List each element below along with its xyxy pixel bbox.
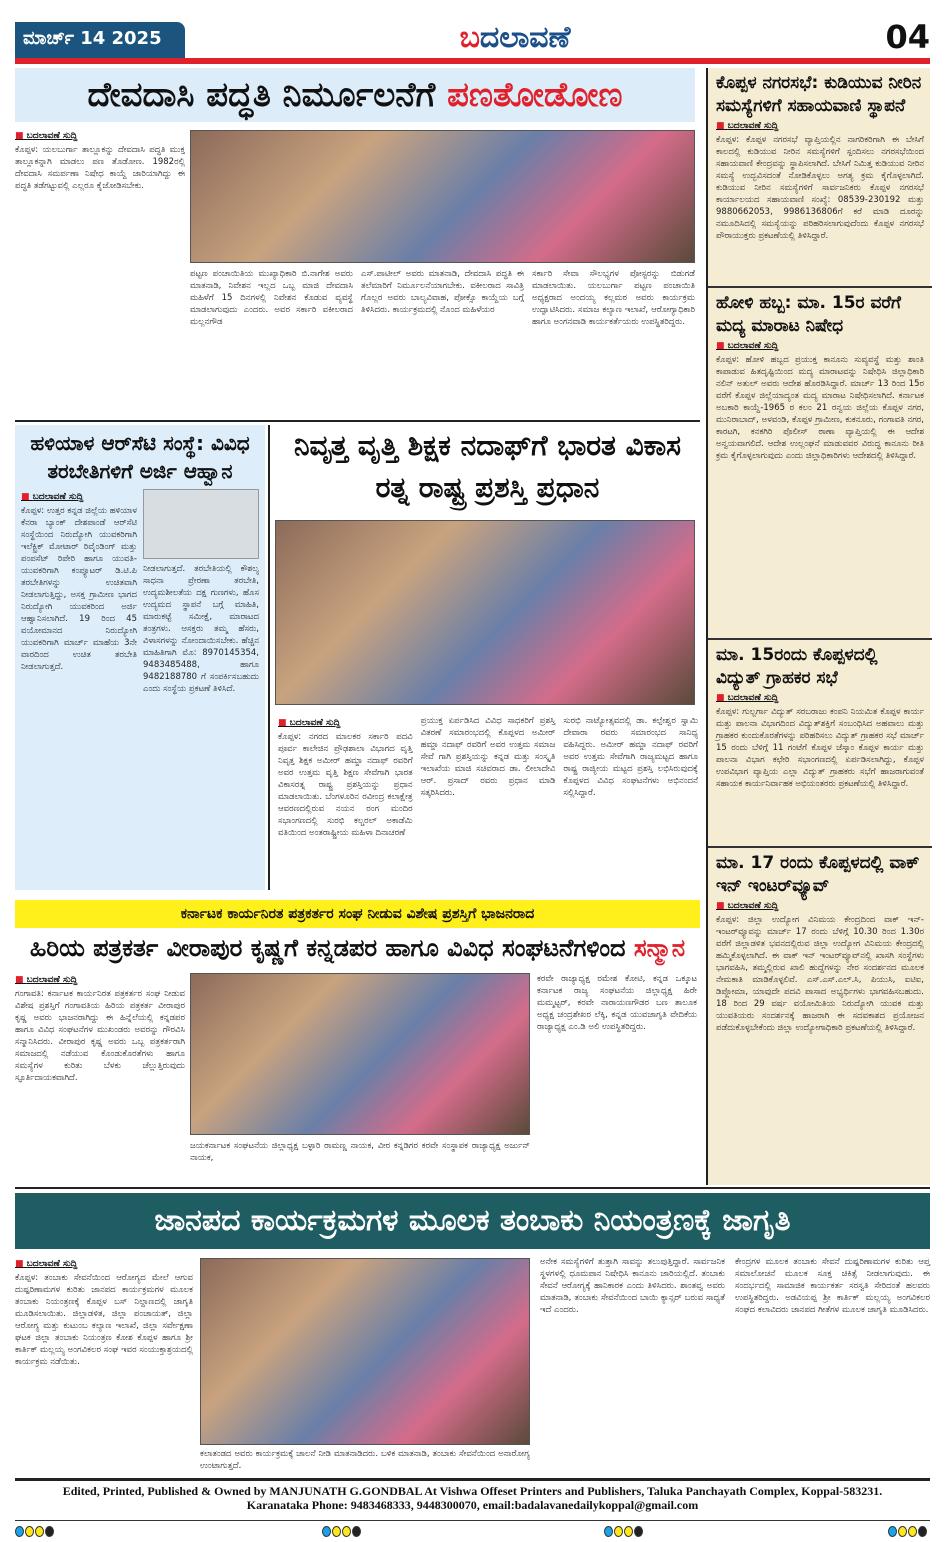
byline: ■ ಬದಲಾವಣೆ ಸುದ್ದಿ: [21, 492, 137, 502]
imprint: [0, 1484, 945, 1512]
kicker-banner: ಕರ್ನಾಟಕ ಕಾರ್ಯನಿರತ ಪತ್ರಕರ್ತರ ಸಂಘ ನೀಡುವ ವಿಶೇಷ ಪ್ರಶಸ್ತಿಗೆ ಭಾಜನರಾದ: [15, 900, 700, 928]
article-title: ಮಾ. 15ರಂದು ಕೊಪ್ಪಳದಲ್ಲಿ ವಿದ್ಯುತ್ ಗ್ರಾಹಕರ ಸಭೆ: [716, 645, 878, 688]
page-number: 04: [885, 18, 930, 56]
article-text: ಕೊಪ್ಪಳ: ಯಲಬುರ್ಗಾ ತಾಲ್ಲೂಕನ್ನು ದೇವದಾಸಿ ಪದ್ಧತಿ ಮುಕ್ತ ತಾಲ್ಲೂಕನ್ನಾಗಿ ಮಾಡಲು ಪಣ ತೊಡೋಣ. 1982ರಲ್ಲಿ ದೇವದಾಸಿ ಸಮರ್ಪಣಾ ನಿಷೇಧ ಕಾಯ್ದೆ ಜಾರಿಯಾಗಿದ್ದು ಈ ಪದ್ಧತಿ ತಡೆಗಟ್ಟುವಲ್ಲಿ ಎಲ್ಲರೂ ಕೈಜೋಡಿಸಬೇಕು.: [15, 145, 185, 191]
byline: ■ ಬದಲಾವಣೆ ಸುದ್ದಿ: [716, 693, 924, 703]
article-holi: [708, 288, 932, 640]
document-icon: [143, 489, 259, 559]
masthead-logo: [380, 20, 650, 55]
byline: ■ ಬದಲಾವಣೆ ಸುದ್ದಿ: [716, 121, 924, 131]
article-title: ಹೋಳಿ ಹಬ್ಬ: ಮಾ. 15ರ ವರೆಗೆ ಮದ್ಯ ಮಾರಾಟ ನಿಷೇಧ: [716, 293, 901, 336]
imprint-line: Karanataka Phone: 9483468333, 9448300070, email:badalavanedailykoppal@gmail.com: [246, 1498, 699, 1512]
article-walkin: [708, 848, 932, 1185]
byline: ■ ಬದಲಾವಣೆ ಸುದ್ದಿ: [15, 1259, 193, 1269]
byline: ■ ಬದಲಾವಣೆ ಸುದ್ದಿ: [15, 131, 185, 141]
registration-marks: [888, 1526, 927, 1537]
article-text: ನೀಡಲಾಗುತ್ತದೆ. ತರಬೇತಿಯಲ್ಲಿ ಕೌಶಲ್ಯ ಸಾಧನಾ ಪ್ರೇರಣಾ ತರಬೇತಿ, ಉದ್ಯಮಶೀಲತೆಯ ದಕ್ಷ ಗುಣಗಳು, ಹೊಸ ಉದ್ಯಮದ ಸ್ಥಾಪನೆ ಬಗ್ಗೆ ಮಾಹಿತಿ, ಮಾರುಕಟ್ಟೆ ಸಮೀಕ್ಷೆ, ಮಾರಾಟದ ತಂತ್ರಗಳು. ಆಸಕ್ತರು ತಮ್ಮ ಹೆಸರು, ವಿಳಾಸಗಳನ್ನು ನೋಂದಾಯಿಸಬೇಕು. ಹೆಚ್ಚಿನ ಮಾಹಿತಿಗಾಗಿ ಮೊ: 8970145354, 9483485488, ಹಾಗೂ 9482188780 ಗೆ ಸಂಪರ್ಕಿಸಬಹುದು ಎಂದು ಸಂಸ್ಥೆಯ ಪ್ರಕಟಣೆ ತಿಳಿಸಿದೆ.: [143, 564, 259, 694]
felicitation-photo: [190, 973, 530, 1135]
article-text: ಸರ್ಕಾರಿ ಸೇವಾ ಸೌಲಭ್ಯಗಳ ಪೋಸ್ಟರನ್ನು ಬಿಡುಗಡೆ ಮಾಡಲಾಯಿತು. ಯಲಬುರ್ಗಾ ಪಟ್ಟಣ ಪಂಚಾಯಿತಿ ಅಧ್ಯಕ್ಷರಾದ ಅಂದಯ್ಯ ಕಲ್ಲಮಠ ಅವರು ಕಾರ್ಯಕ್ರಮ ಉದ್ಘಾಟಿಸಿದರು. ಸಮಾಜ ಕಲ್ಯಾಣ ಇಲಾಖೆ, ಆರೋಗ್ಯಾಧಿಕಾರಿ ಹಾಗೂ ಅಂಗನವಾಡಿ ಕಾರ್ಯಕರ್ತೆಯರು ಉಪಸ್ಥಿತರಿದ್ದರು.: [532, 269, 695, 327]
article-helpline: [708, 68, 932, 288]
lead-headline: [15, 68, 695, 122]
divider: [15, 1187, 930, 1189]
article-text: ಪಟ್ಟಣ ಪಂಚಾಯಿತಿಯ ಮುಖ್ಯಾಧಿಕಾರಿ ಬಿ.ನಾಗೇಶ ಅವರು ಮಾತನಾಡಿ, ನಿವೇಶನ ಇಲ್ಲದ ಒಬ್ಬ ಮಾಜಿ ದೇವದಾಸಿ ಮಹಿಳೆಗೆ 15 ದಿನಗಳಲ್ಲಿ ನಿವೇಶನ ಕೊಡುವ ವ್ಯವಸ್ಥೆ ಮಾಡಲಾಗುವುದು ಎಂದರು. ಅವರ ಸರ್ಕಾರಿ ವಕೀಲರಾದ ಮಲ್ಲನಗೌಡ: [190, 269, 353, 327]
headline-highlight: ಸನ್ಮಾನ: [633, 934, 686, 962]
logo-part: ಬ: [459, 20, 480, 55]
article-title: ಹಳಿಯಾಳ ಆರ್‌ಸೆಟಿ ಸಂಸ್ಥೆ: ವಿವಿಧ ತರಬೇತಿಗಳಿಗೆ ಅರ್ಜಿ ಆಹ್ವಾನ: [30, 431, 250, 483]
article-text: ಕಲಾತಂಡದ ಅವರು ಕಾರ್ಯಕ್ರಮಕ್ಕೆ ಚಾಲನೆ ನೀಡಿ ಮಾತನಾಡಿದರು. ಬಳಿಕ ಮಾತನಾಡಿ, ತಂಬಾಕು ಸೇವನೆಯಿಂದ ಅನಾರೋಗ್ಯ ಉಂಟಾಗುತ್ತದೆ.: [200, 1449, 530, 1471]
registration-marks: [604, 1526, 643, 1537]
register-rule: [15, 1520, 930, 1521]
krishna-headline: [15, 930, 700, 966]
byline: ■ ಬದಲಾವಣೆ ಸುದ್ದಿ: [716, 901, 924, 911]
tobacco-headline: ಜಾನಪದ ಕಾರ್ಯಕ್ರಮಗಳ ಮೂಲಕ ತಂಬಾಕು ನಿಯಂತ್ರಣಕ್ಕೆ ಜಾಗೃತಿ: [15, 1193, 930, 1249]
article-electricity: [708, 640, 932, 848]
folk-program-photo: [200, 1258, 530, 1445]
article-title: ಮಾ. 17 ರಂದು ಕೊಪ್ಪಳದಲ್ಲಿ ವಾಕ್ ಇನ್ ಇಂಟರ್‌ವ್ಯೂವ್: [716, 853, 920, 896]
article-text: ಎಸ್.ಪಾಟೀಲ್ ಅವರು ಮಾತನಾಡಿ, ದೇವದಾಸಿ ಪದ್ಧತಿ ಈ ತಲೆಮಾರಿಗೆ ನಿರ್ಮೂಲನೆಯಾಗಬೇಕು. ವಕೀಲರಾದ ಸಾವಿತ್ರಿ ಗೊಲ್ಲರ ಅವರು ಬಾಲ್ಯವಿವಾಹ, ಪೋಕ್ಸೊ ಕಾಯ್ದೆಯ ಬಗ್ಗೆ ತಿಳಿಸಿದರು. ಕಾರ್ಯಕ್ರಮದಲ್ಲಿ ನೊಂದ ಮಹಿಳೆಯರ: [361, 269, 524, 315]
article-haliyal: [15, 425, 265, 890]
lead-title: ದೇವದಾಸಿ ಪದ್ಧತಿ ನಿರ್ಮೂಲನೆಗೆ: [87, 75, 448, 115]
article-text: ಕೊಪ್ಪಳ: ಗುಲ್ಬರ್ಗಾ ವಿದ್ಯುತ್ ಸರಬರಾಜು ಕಂಪನಿ ನಿಯಮಿತ ಕೊಪ್ಪಳ ಕಾರ್ಯ ಮತ್ತು ಪಾಲನಾ ವಿಭಾಗದಿಂದ ವಿದ್ಯುತ್‌ಶಕ್ತಿಗೆ ಸಂಬಂಧಿಸಿದ ಅಹವಾಲು ಮತ್ತು ಗ್ರಾಹಕರ ಕುಂದುಕೊರತೆಗಳನ್ನು ಪರಿಹರಿಸಲು ವಿದ್ಯುತ್ ಗ್ರಾಹಕರ ಸಭೆ ಮಾರ್ಚ್ 15 ರಂದು ಬೆಳಿಗ್ಗೆ 11 ಗಂಟೆಗೆ ಕೊಪ್ಪಳ ಜೆಸ್ಕಾಂ ಕೊಪ್ಪಳ ಕಾರ್ಯ ಮತ್ತು ಪಾಲನಾ ವಿಭಾಗ ಕಛೇರಿ ಸಭಾಂಗಣದಲ್ಲಿ ಏರ್ಪಡಿಸಲಾಗಿದ್ದು, ಕೊಪ್ಪಳ ಉಪವಿಭಾಗ ವ್ಯಾಪ್ತಿಯ ಎಲ್ಲಾ ವಿದ್ಯುತ್ ಗ್ರಾಹಕರು ಸಭೆಗೆ ಹಾಜರಾಗುವಂತೆ ಸಹಾಯಕ ಕಾರ್ಯನಿರ್ವಾಹಕ ಅಭಿಯಂತರರು ಪ್ರಕಟಣೆಯಲ್ಲಿ ತಿಳಿಸಿದ್ದಾರೆ.: [716, 707, 924, 789]
article-text: ಕೊಪ್ಪಳ: ಉತ್ತರ ಕನ್ನಡ ಜಿಲ್ಲೆಯ ಹಳಿಯಾಳ ಕೆನರಾ ಬ್ಯಾಂಕ್ ದೇಶಪಾಂಡೆ ಆರ್‌ಸೆಟಿ ಸಂಸ್ಥೆಯಿಂದ ನಿರುದ್ಯೋಗಿ ಯುವಕರಿಗಾಗಿ ಇಲೆಕ್ಟ್ರಿಕ್ ಮೋಟಾರ್ ರಿವೈಂಡಿಂಗ್ ಮತ್ತು ಪಂಪಸೆಟ್ ರಿಪೇರಿ ಹಾಗೂ ಯುವತಿ-ಯುವಕರಿಗಾಗಿ ಕಂಪ್ಯೂಟರ್ ಡಿ.ಟಿ.ಪಿ ತರಬೇತಿಗಳನ್ನು ಉಚಿತವಾಗಿ ನೀಡಲಾಗುತ್ತಿದ್ದು, ಅಸಕ್ತ ಗ್ರಾಮೀಣ ಭಾಗದ ನಿರುದ್ಯೋಗಿ ಯುವಕರಿಂದ ಅರ್ಜಿ ಆಹ್ವಾನಿಸಲಾಗಿದೆ. 19 ರಿಂದ 45 ವಯೋಮಾನದ ನಿರುದ್ಯೋಗಿ ಯುವಕರಿಗಾಗಿ ಮಾರ್ಚ್ ಮಾಹೆಯ 3ನೇ ವಾರದಿಂದ ಉಚಿತ ತರಬೇತಿ ನೀಡಲಾಗುತ್ತದೆ.: [21, 506, 137, 672]
divider: [268, 425, 270, 890]
lead-columns: [190, 268, 695, 328]
article-text: ಪ್ರಯುಕ್ತ ಏರ್ಪಡಿಸಿದ ವಿವಿಧ ಸಾಧಕರಿಗೆ ಪ್ರಶಸ್ತಿ ವಿತರಣೆ ಸಮಾರಂಭದಲ್ಲಿ ಕೊಪ್ಪಳದ ಅಮೀರ್ ಹಮ್ಜಾ ನದಾಫ್ ರವರಿಗೆ ಅವರ ಉತ್ತಮ ಸಮಾಜ ಸೇವೆ ಗಾಗಿ ಪ್ರಶಸ್ತಿಯನ್ನು ಕನ್ನಡ ಮತ್ತು ಸಂಸ್ಕೃತಿ ಇಲಾಖೆಯ ಮಾಜಿ ಸಚಿವರಾದ ಡಾ. ಲೀಲಾದೇವಿ ಆರ್. ಪ್ರಸಾದ್ ರವರು ಪ್ರಧಾನ ಮಾಡಿ ಸತ್ಕರಿಸಿದರು.: [420, 716, 556, 798]
article-text: ಗಂಗಾವತಿ: ಕರ್ನಾಟಕ ಕಾರ್ಯನಿರತ ಪತ್ರಕರ್ತರ ಸಂಘ ನೀಡುವ ವಿಶೇಷ ಪ್ರಶಸ್ತಿಗೆ ಗಂಗಾವತಿಯ ಹಿರಿಯ ಪತ್ರಕರ್ತ ವೀರಾಪುರ ಕೃಷ್ಣ ಅವರು ಭಾಜನರಾಗಿದ್ದು ಈ ಹಿನ್ನೆಲೆಯಲ್ಲಿ ಕನ್ನಡಪರ ಹಾಗೂ ವಿವಿಧ ಸಂಘಟನೆಗಳ ಮುಖಂಡರು ಅವರನ್ನು ಗೌರವಿಸಿ ಸನ್ಮಾನಿಸಿದರು. ವೀರಾಪುರ ಕೃಷ್ಣ ಅವರು ಒಬ್ಬ ಪತ್ರಕರ್ತರಾಗಿ ಸಮಾಜದಲ್ಲಿ ನಡೆಯುವ ಕೊಂಡುಕೊರತೆಗಳು ಹಾಗೂ ಸಮಸ್ಯೆಗಳ ಕುರಿತು ಬೆಳಕು ಚೆಲ್ಲುತ್ತಿರುವುದು ಸ್ಫೂರ್ತಿದಾಯಕವಾಗಿದೆ.: [15, 989, 185, 1083]
lead-photo: [190, 130, 695, 263]
article-text: ಸುರಭಿ ನಾಟ್ಯೋತ್ಸವದಲ್ಲಿ ಡಾ. ಕಲ್ಪೇಶ್ವರ ಸ್ವಾಮಿ ದೇವಾರಾ ರವರು ಸಮಾರಂಭದ ಸಾನಿಧ್ಯ ವಹಿಸಿದ್ದರು. ಅಮೀರ್ ಹಮ್ಜಾ ನದಾಫ್ ರವರಿಗೆ ಅವರ ಉತ್ತಮ ಸೇವೆಗಾಗಿ ರಾಜ್ಯಮಟ್ಟದ ಹಾಗೂ ರಾಷ್ಟ್ರ ರಾಜ್ಯೀಯ ಮಟ್ಟದ ಪ್ರಶಸ್ತಿ ಲಭಿಸಿರುವುದಕ್ಕೆ ಕೊಪ್ಪಳದ ವಿವಿಧ ಸಂಘಟನೆಗಳು ಅಭಿನಂದನೆ ಸಲ್ಲಿಸಿದ್ದಾರೆ.: [563, 716, 699, 798]
registration-marks: [15, 1526, 54, 1537]
article-text: ಕೇಂದ್ರಗಳ ಮೂಲಕ ತಂಬಾಕು ಸೇವನೆ ದುಷ್ಪರಿಣಾಮಗಳ ಕುರಿತು ಆಪ್ತ ಸಮಾಲೋಚನೆ ಮೂಲಕ ಸೂಕ್ತ ಚಿಕಿತ್ಸೆ ನೀಡಲಾಗುವುದು. ಈ ಸಂದರ್ಭದಲ್ಲಿ ಸಾಮಾಜಿಕ ಕಾರ್ಯಕರ್ತ ಸರಸ್ವತಿ ಸೇರಿದಂತೆ ಹಲವರು ಉಪಸ್ಥಿತರಿದ್ದರು. ಅಡವಿಯಪ್ಪ ಶ್ರೀ ಕಾರ್ತಿಕ್ ಮಲ್ಲಯ್ಯ ಅಂಗವಿಕಲರ ಸಂಘದ ಕಲಾವಿದರು ಜಾನಪದ ಗೀತೆಗಳ ಮೂಲಕ ಜಾಗೃತಿ ಮೂಡಿಸಿದರು.: [735, 1257, 930, 1315]
logo-part: ದಲಾವಣೆ: [479, 20, 571, 55]
article-text: ಕೊಪ್ಪಳ: ನಗರದ ಮಾಲಕರ ಸರ್ಕಾರಿ ಪದವಿ ಪೂರ್ವ ಕಾಲೇಜಿನ ಪ್ರೌಢಶಾಲಾ ವಿಭಾಗದ ವೃತ್ತಿ ನಿವೃತ್ತ ಶಿಕ್ಷಕ ಅಮೀರ್ ಹಮ್ಜಾ ನದಾಫ್ ರವರಿಗೆ ಅವರ ಉತ್ತಮ ವೃತ್ತಿ ಶಿಕ್ಷಣ ಸೇವೆಗಾಗಿ ಭಾರತ ವಿಕಾಸರತ್ನ ರಾಷ್ಟ್ರ ಪ್ರಶಸ್ತಿಯನ್ನು ಪ್ರಧಾನ ಮಾಡಲಾಯಿತು. ಬೆಂಗಳೂರಿನ ರವೀಂದ್ರ ಕಲಾಕ್ಷೇತ್ರ ಆವರಣದಲ್ಲಿರುವ ನಯನ ರಂಗ ಮಂದಿರ ಸಭಾಂಗಣದಲ್ಲಿ ಸುರಭಿ ಕಲ್ಚರಲ್ ಅಕಾಡೆಮಿ ವತಿಯಿಂದ ಅಂತರಾಷ್ಟ್ರೀಯ ಮಹಿಳಾ ದಿನಾಚರಣೆ: [278, 732, 413, 838]
article-text: ಕೊಪ್ಪಳ: ಹೋಳಿ ಹಬ್ಬದ ಪ್ರಯುಕ್ತ ಕಾನೂನು ಸುವ್ಯವಸ್ಥೆ ಮತ್ತು ಶಾಂತಿ ಕಾಪಾಡುವ ಹಿತದೃಷ್ಟಿಯಿಂದ ಮದ್ಯ ಮಾರಾಟವನ್ನು ನಿಷೇಧಿಸಿ ಜಿಲ್ಲಾಧಿಕಾರಿ ನಲಿನ್ ಅತುಲ್ ಅವರು ಆದೇಶ ಹೊರಡಿಸಿದ್ದಾರೆ. ಮಾರ್ಚ್ 13 ರಿಂದ 15ರ ವರೆಗೆ ಕೊಪ್ಪಳ ಜಿಲ್ಲೆಯಾದ್ಯಂತ ಮದ್ಯ ಮಾರಾಟ ನಿಷೇಧಿಸಲಾಗಿದೆ. ಕರ್ನಾಟಕ ಅಬಕಾರಿ ಕಾಯ್ದೆ-1965 ರ ಕಲಂ 21 ರನ್ವಯ ಜಿಲ್ಲೆಯ ಕೊಪ್ಪಳ ನಗರ, ಮುನಿರಾಬಾದ್, ಅಳವಂಡಿ, ಕೊಪ್ಪಳ ಗ್ರಾಮೀಣ, ಕುಕನೂರು, ಗಂಗಾವತಿ ನಗರ, ಕಾರಟಗಿ, ಕನಕಗಿರಿ ಪೊಲೀಸ್ ಠಾಣಾ ವ್ಯಾಪ್ತಿಯಲ್ಲಿ ಈ ಆದೇಶ ಅನ್ವಯವಾಗಲಿದೆ. ಆದೇಶ ಉಲ್ಲಂಘನೆ ಮಾಡುವವರ ವಿರುದ್ಧ ಕಾನೂನು ರೀತಿ ಕ್ರಮ ಕೈಗೊಳ್ಳಲಾಗುವುದು ಎಂದು ಜಿಲ್ಲಾಧಿಕಾರಿಗಳು ಆದೇಶದಲ್ಲಿ ತಿಳಿಸಿದ್ದಾರೆ.: [716, 355, 924, 461]
article-text: ಕೊಪ್ಪಳ: ಜಿಲ್ಲಾ ಉದ್ಯೋಗ ವಿನಿಮಯ ಕೇಂದ್ರದಿಂದ ವಾಕ್ ಇನ್-ಇಂಟರ್‌ವ್ಯೂವನ್ನು ಮಾರ್ಚ್ 17 ರಂದು ಬೆಳಿಗ್ಗೆ 10.30 ರಿಂದ 1.30ರ ವರೆಗೆ ಜಿಲ್ಲಾಡಳಿತ ಭವನದಲ್ಲಿರುವ ಜಿಲ್ಲಾ ಉದ್ಯೋಗ ವಿನಿಮಯ ಕೇಂದ್ರದಲ್ಲಿ ಹಮ್ಮಿಕೊಳ್ಳಲಾಗಿದೆ. ಈ ವಾಕ್ ಇನ್ ಇಂಟರ್‌ವ್ಯೂವ್‌ನಲ್ಲಿ ಖಾಸಗಿ ಸಂಸ್ಥೆಗಳು ಭಾಗವಹಿಸಿ, ತಮ್ಮಲ್ಲಿರುವ ಖಾಲಿ ಹುದ್ದೆಗಳನ್ನು ನೇರ ಸಂದರ್ಶನದ ಮೂಲಕ ನೇಮಕಾತಿ ಮಾಡಿಕೊಳ್ಳಲಿವೆ. ಎಸ್.ಎಸ್.ಎಲ್.ಸಿ, ಪಿಯುಸಿ, ಐಟಿಐ, ಡಿಪ್ಲೋಮಾ, ಯಾವುದೇ ಪದವಿ ಪಾಸಾದ ಅಭ್ಯರ್ಥಿಗಳು ಭಾಗವಹಿಸಬಹುದು. 18 ರಿಂದ 29 ವರ್ಷ ವಯೋಮಿತಿಯ ನಿರುದ್ಯೋಗಿ ಯುವಕ ಮತ್ತು ಯುವತಿಯರು ಸಂದರ್ಶನಕ್ಕೆ ಹಾಜರಾಗಿ ಈ ಸದವಕಾಶದ ಪ್ರಯೋಜನ ಪಡೆದುಕೊಳ್ಳಬೇಕೆಂದು ಜಿಲ್ಲಾ ಉದ್ಯೋಗಾಧಿಕಾರಿ ಪ್ರಕಟಣೆಯಲ್ಲಿ ತಿಳಿಸಿದ್ದಾರೆ.: [716, 915, 924, 1033]
right-column: [706, 68, 930, 1185]
article-text: ಕರವೇ ರಾಜ್ಯಾಧ್ಯಕ್ಷ ರಮೇಶ ಕೋಟಿ, ಕನ್ನಡ ಒಕ್ಕೂಟ ಕರ್ನಾಟಕ ರಾಜ್ಯ ಸಂಘಟನೆಯ ಜಿಲ್ಲಾಧ್ಯಕ್ಷ ಹಿರೇ ಮಮ್ಮಟ್ಟರ್, ಕರವೇ ನಾರಾಯಣಗೌಡರ ಬಣ ತಾಲೂಕ ಅಧ್ಯಕ್ಷ ಚಂದ್ರಶೇಖರ ಲೆಕ್ಕಿ, ಕನ್ನಡ ಯುವಜಾಗೃತಿ ವೇದಿಕೆಯ ರಾಜ್ಯಾಧ್ಯಕ್ಷ ಎಂ.ಡಿ ಅಲಿ ಉಪಸ್ಥಿತರಿದ್ದರು.: [537, 974, 697, 1032]
byline: ■ ಬದಲಾವಣೆ ಸುದ್ದಿ: [716, 341, 924, 351]
nadaf-headline: ನಿವೃತ್ತ ವೃತ್ತಿ ಶಿಕ್ಷಕ ನದಾಫ್‌ಗೆ ಭಾರತ ವಿಕಾಸ ರತ್ನ ರಾಷ್ಟ್ರ ಪ್ರಶಸ್ತಿ ಪ್ರಧಾನ: [293, 429, 682, 504]
byline: ■ ಬದಲಾವಣೆ ಸುದ್ದಿ: [15, 975, 185, 985]
nadaf-columns: [278, 715, 698, 839]
award-photo: [275, 520, 695, 705]
byline: ■ ಬದಲಾವಣೆ ಸುದ್ದಿ: [278, 718, 413, 728]
article-text: ಕೊಪ್ಪಳ: ತಂಬಾಕು ಸೇವನೆಯಿಂದ ಆರೋಗ್ಯದ ಮೇಲೆ ಆಗುವ ದುಷ್ಪರಿಣಾಮಗಳ ಕುರಿತು ಜಾನಪದ ಕಾರ್ಯಕ್ರಮಗಳ ಮೂಲಕ ತಂಬಾಕು ನಿಯಂತ್ರಣಕ್ಕೆ ಕೊಪ್ಪಳ ಬಸ್ ನಿಲ್ದಾಣದಲ್ಲಿ ಜಾಗೃತಿ ಮೂಡಿಸಲಾಯಿತು. ಜಿಲ್ಲಾಡಳಿತ, ಜಿಲ್ಲಾ ಪಂಚಾಯತ್, ಜಿಲ್ಲಾ ಆರೋಗ್ಯ ಮತ್ತು ಕುಟುಂಬ ಕಲ್ಯಾಣ ಇಲಾಖೆ, ಜಿಲ್ಲಾ ಸರ್ವೇಕ್ಷಣಾ ಘಟಕ ಜಿಲ್ಲಾ ತಂಬಾಕು ನಿಯಂತ್ರಣ ಕೋಶ ಕೊಪ್ಪಳ ಹಾಗೂ ಶ್ರೀ ಕಾರ್ತಿಕ್ ಮಲ್ಲಯ್ಯ ಅಂಗವಿಕಲರ ಸಂಘ ಇವರ ಸಂಯುಕ್ತಾಶ್ರಯದಲ್ಲಿ ಕಾರ್ಯಕ್ರಮ ನಡೆಯಿತು.: [15, 1273, 193, 1367]
article-text: ಅನೇಕ ಸಮಸ್ಯೆಗಳಿಗೆ ತುತ್ತಾಗಿ ಸಾವನ್ನು ತಲುಪುತ್ತಿದ್ದಾರೆ. ಸಾರ್ವಜನಿಕ ಸ್ಥಳಗಳಲ್ಲಿ ಧೂಮಪಾನ ನಿಷೇಧಿಸಿ ಕಾನೂನು ಜಾರಿಯಲ್ಲಿದೆ. ತಂಬಾಕು ಸೇವನೆ ಆರೋಗ್ಯಕ್ಕೆ ಹಾನಿಕಾರಕ ಎಂದು ತಿಳಿಸಿದರು. ಶಾಂತವ್ವ ಅವರು ಮಾತನಾಡಿ, ತಂಬಾಕು ಸೇವನೆಯಿಂದ ಬಾಯಿ ಕ್ಯಾನ್ಸರ್ ಬರುವ ಸಾಧ್ಯತೆ ಇದೆ ಎಂದರು.: [540, 1257, 725, 1315]
footer-rule: [15, 1478, 930, 1481]
lead-title-highlight: ಪಣತೋಡೋಣ: [447, 75, 623, 115]
tobacco-col-1: [15, 1256, 193, 1368]
divider: [15, 420, 700, 422]
lead-col-1: [15, 128, 185, 192]
issue-date: ಮಾರ್ಚ್ 14 2025: [15, 22, 185, 58]
article-text: ಜಯಕರ್ನಾಟಕ ಸಂಘಟನೆಯ ಜಿಲ್ಲಾಧ್ಯಕ್ಷ ಬಳ್ಳಾರಿ ರಾಮಣ್ಣ ನಾಯಕ, ವೀರ ಕನ್ನಡಿಗರ ಕರವೇ ಸಂಸ್ಥಾಪಕ ರಾಜ್ಯಾಧ್ಯಕ್ಷ ಅರ್ಜುನ್ ನಾಯಕ,: [190, 1141, 530, 1163]
headline-text: ಹಿರಿಯ ಪತ್ರಕರ್ತ ವೀರಾಪುರ ಕೃಷ್ಣಗೆ ಕನ್ನಡಪರ ಹಾಗೂ ವಿವಿಧ ಸಂಘಟನೆಗಳಿಂದ: [29, 934, 634, 962]
article-title: ಕೊಪ್ಪಳ ನಗರಸಭೆ: ಕುಡಿಯುವ ನೀರಿನ ಸಮಸ್ಯೆಗಳಿಗೆ ಸಹಾಯವಾಣಿ ಸ್ಥಾಪನೆ: [716, 73, 922, 116]
header-rule: [15, 58, 930, 64]
article-text: ಕೊಪ್ಪಳ: ಕೊಪ್ಪಳ ನಗರಸಭೆ ವ್ಯಾಪ್ತಿಯಲ್ಲಿನ ನಾಗರಿಕರಿಗಾಗಿ ಈ ಬೇಸಿಗೆ ಕಾಲದಲ್ಲಿ ಕುಡಿಯುವ ನೀರಿನ ಸಮಸ್ಯೆಗಳಿಗೆ ಸ್ಪಂದಿಸಲು ನಗರಸಭೆಯಿಂದ ಸಹಾಯವಾಣಿ ಕೇಂದ್ರವನ್ನು ಸ್ಥಾಪಿಸಲಾಗಿದೆ. ಬೇಸಿಗೆ ನಿಮಿತ್ತ ಕುಡಿಯುವ ನೀರಿನ ಸಮಸ್ಯೆ ಉದ್ಭವಿಸದಂತೆ ನೋಡಿಕೊಳ್ಳಲು ಅಗತ್ಯ ಕ್ರಮ ಕೈಗೊಳ್ಳಲಾಗಿದೆ. ಕುಡಿಯುವ ನೀರಿನ ಸಮಸ್ಯೆಗಳಿಗೆ ಸಾರ್ವಜನಿಕರು ಕೊಪ್ಪಳ ನಗರಸಭೆ ಕಾರ್ಯಾಲಯದ ಸಹಾಯವಾಣಿ ಸಂಖ್ಯೆ: 08539-230192 ಮತ್ತು 9880662053, 9986136806ಗೆ ಕರೆ ಮಾಡಿ ದೂರನ್ನು ನಮೂದಿಸಿದಲ್ಲಿ ಸಮಸ್ಯೆಯನ್ನು ಪರಿಹರಿಸಲಾಗುವುದೆಂದು ಕೊಪ್ಪಳ ನಗರಸಭೆ ಪೌರಾಯುಕ್ತರು ಪ್ರಕಟಣೆಯಲ್ಲಿ ತಿಳಿಸಿದ್ದಾರೆ.: [716, 135, 924, 241]
krishna-col-1: [15, 972, 185, 1084]
registration-marks: [322, 1526, 361, 1537]
imprint-line: Edited, Printed, Published & Owned by MANJUNATH G.GONDBAL At Vishwa Offeset Printers and Publishers, Taluka Panchayath Complex, Koppal-583231.: [62, 1484, 883, 1498]
